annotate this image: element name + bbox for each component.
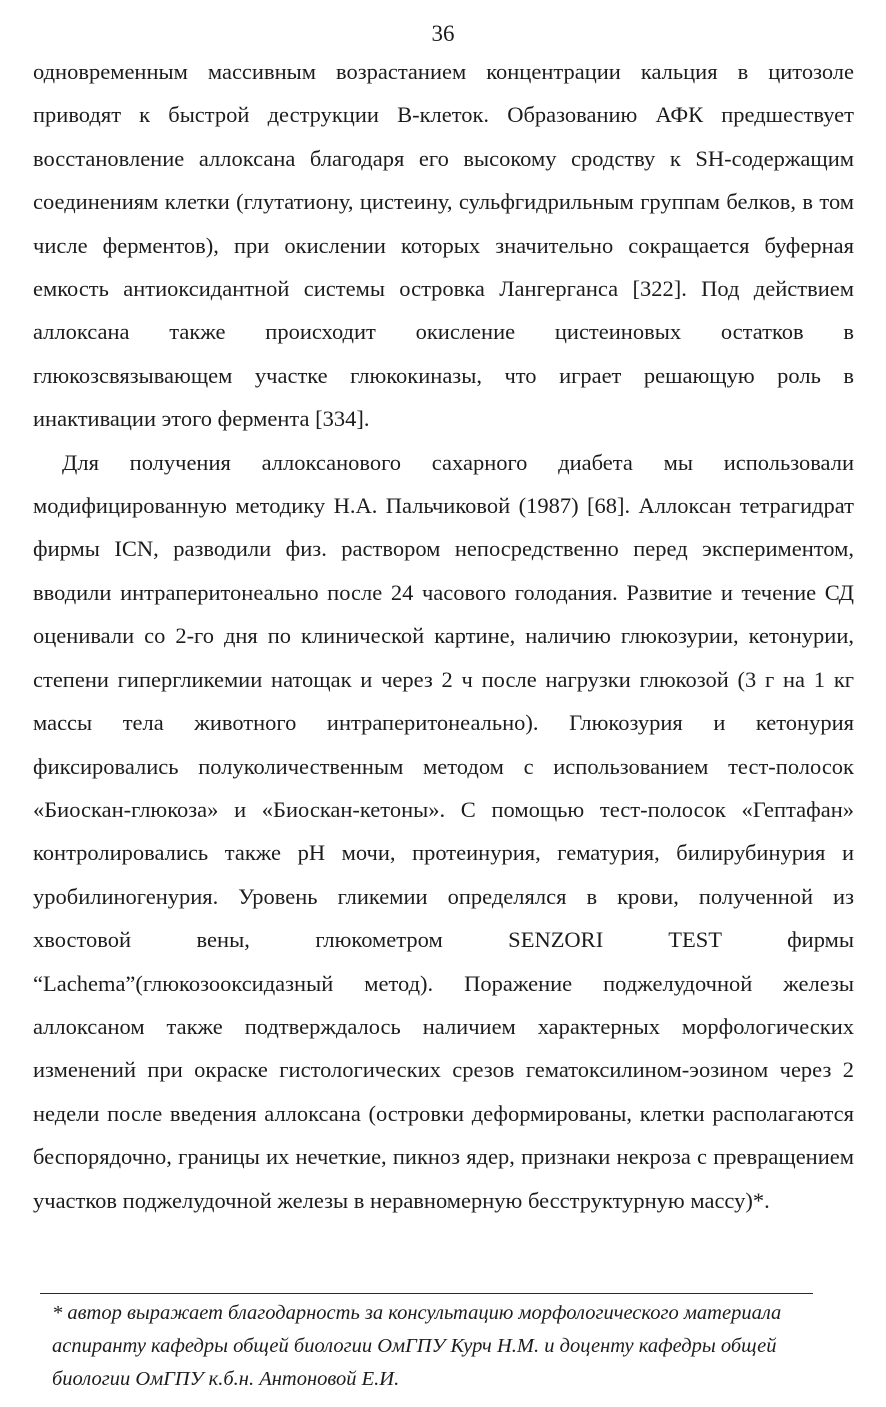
body-text (33, 50, 854, 1222)
paragraph-continued: одновременным массивным возрастанием концентрации кальция в цитозоле приводят к быстрой деструкции В-клеток. Образованию АФК предшествует восстановление аллоксана благодаря его высокому сродству к SH-содержащим соединениям клетки (глутатиону, цистеину, сульфгидрильным группам белков, в том числе ферментов), при окислении которых значительно сокращается буферная емкость антиоксидантной системы островка Лангерганса [322]. Под действием аллоксана также происходит окисление цистеиновых остатков в глюкозсвязывающем участке глюкокиназы, что играет решающую роль в инактивации этого фермента [334]. (33, 59, 854, 432)
footnote-separator (40, 1293, 813, 1294)
footnote: * автор выражает благодарность за консультацию морфологического материала аспиранту кафедры общей биологии ОмГПУ Курч Н.М. и доценту кафедры общей биологии ОмГПУ к.б.н. Антоновой Е.И. (52, 1302, 782, 1390)
paragraph-method: Для получения аллоксанового сахарного диабета мы использовали модифицированную методику Н.А. Пальчиковой (1987) [68]. Аллоксан тетрагидрат фирмы ICN, разводили физ. раствором непосредственно перед экспериментом, вводили интраперитонеально после 24 часового голодания. Развитие и течение СД оценивали со 2-го дня по клинической картине, наличию глюкозурии, кетонурии, степени гипергликемии натощак и через 2 ч после нагрузки глюкозой (3 г на 1 кг массы тела животного интраперитонеально). Глюкозурия и кетонурия фиксировались полуколичественным методом с использованием тест-полосок «Биоскан-глюкоза» и «Биоскан-кетоны». С помощью тест-полосок «Гептафан» контролировались также рН мочи, протеинурия, гематурия, билирубинурия и уробилиногенурия. Уровень гликемии определялся в крови, полученной из хвостовой вены, глюкометром SENZORI TEST фирмы “Lachema”(глюкозооксидазный метод). Поражение поджелудочной железы аллоксаном также подтверждалось наличием характерных морфологических изменений при окраске гистологических срезов гематоксилином-эозином через 2 недели после введения аллоксана (островки деформированы, клетки располагаются беспорядочно, границы их нечеткие, пикноз ядер, признаки некроза с превращением участков поджелудочной железы в неравномерную бесструктурную массу)*. (33, 449, 854, 1213)
page-number: 36 (431, 21, 455, 46)
